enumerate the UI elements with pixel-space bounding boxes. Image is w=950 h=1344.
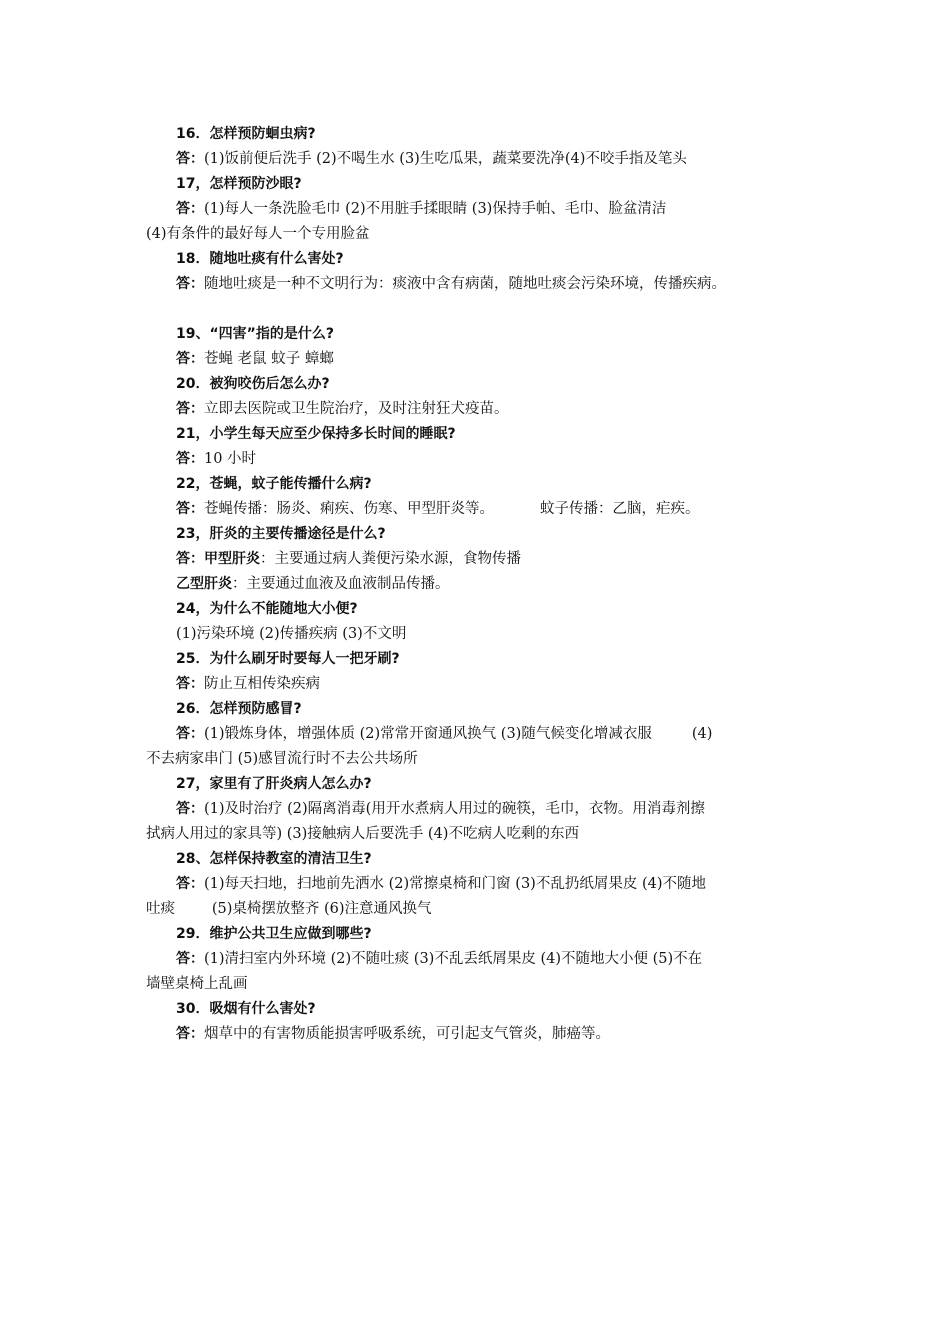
answer-label: 答： xyxy=(176,876,204,892)
question-17: 17，怎样预防沙眼? xyxy=(176,176,302,192)
question-18: 18．随地吐痰有什么害处? xyxy=(176,251,344,267)
answer-text: (1)清扫室内外环境 (2)不随吐痰 (3)不乱丢纸屑果皮 (4)不随地大小便 (5)不在 xyxy=(204,951,703,967)
answer-label: 答： xyxy=(176,151,204,167)
answer-26 xyxy=(146,722,810,747)
answer-text: 烟草中的有害物质能损害呼吸系统，可引起支气管炎，肺癌等。 xyxy=(204,1026,610,1042)
answer-24: (1)污染环境 (2)传播疾病 (3)不文明 xyxy=(176,626,407,642)
answer-29 xyxy=(146,947,810,972)
answer-label: 答： xyxy=(176,951,204,967)
answer-27-cont: 拭病人用过的家具等) (3)接触病人后要洗手 (4)不吃病人吃剩的东西 xyxy=(146,826,579,842)
question-23: 23，肝炎的主要传播途径是什么? xyxy=(176,526,386,542)
answer-text: (1)每人一条洗脸毛巾 (2)不用脏手揉眼睛 (3)保持手帕、毛巾、脸盆清洁 xyxy=(204,201,667,217)
question-21: 21，小学生每天应至少保持多长时间的睡眠? xyxy=(176,426,456,442)
answer-18 xyxy=(146,272,810,297)
answer-label: 答： xyxy=(176,351,204,367)
answer-label: 答：甲型肝炎 xyxy=(176,551,260,567)
answer-text: (1)饭前便后洗手 (2)不喝生水 (3)生吃瓜果，蔬菜要洗净(4)不咬手指及笔头 xyxy=(204,151,687,167)
question-30: 30．吸烟有什么害处? xyxy=(176,1001,316,1017)
answer-text: 10 小时 xyxy=(204,451,257,467)
answer-label: 乙型肝炎 xyxy=(176,576,232,592)
question-24: 24，为什么不能随地大小便? xyxy=(176,601,358,617)
answer-text: (1)每天扫地，扫地前先洒水 (2)常擦桌椅和门窗 (3)不乱扔纸屑果皮 (4)不随地 xyxy=(204,876,706,892)
answer-label: 答： xyxy=(176,401,204,417)
answer-text: 苍蝇传播：肠炎、痢疾、伤寒、甲型肝炎等。 xyxy=(204,501,494,517)
question-26: 26．怎样预防感冒? xyxy=(176,701,302,717)
answer-text: 随地吐痰是一种不文明行为：痰液中含有病菌，随地吐痰会污染环境，传播疾病。 xyxy=(204,276,726,292)
answer-label: 答： xyxy=(176,276,204,292)
answer-text-right: (4) xyxy=(691,726,713,742)
answer-label: 答： xyxy=(176,676,204,692)
qa-document xyxy=(146,122,810,1047)
answer-20 xyxy=(146,397,810,422)
answer-30 xyxy=(146,1022,810,1047)
answer-17-cont: (4)有条件的最好每人一个专用脸盆 xyxy=(146,226,370,242)
answer-text: 防止互相传染疾病 xyxy=(204,676,320,692)
answer-28 xyxy=(146,872,810,897)
answer-19 xyxy=(146,347,810,372)
answer-25 xyxy=(146,672,810,697)
answer-16 xyxy=(146,147,810,172)
answer-label: 答： xyxy=(176,801,204,817)
answer-21 xyxy=(146,447,810,472)
answer-text: ：主要通过血液及血液制品传播。 xyxy=(232,576,450,592)
question-22: 22，苍蝇，蚊子能传播什么病? xyxy=(176,476,372,492)
question-19: 19、“四害”指的是什么? xyxy=(176,326,335,342)
answer-17 xyxy=(146,197,810,222)
answer-23 xyxy=(146,547,810,572)
question-20: 20．被狗咬伤后怎么办? xyxy=(176,376,330,392)
question-27: 27，家里有了肝炎病人怎么办? xyxy=(176,776,372,792)
answer-29-cont: 墙壁桌椅上乱画 xyxy=(146,976,248,992)
answer-26-cont: 不去病家串门 (5)感冒流行时不去公共场所 xyxy=(146,751,418,767)
answer-text: (1)锻炼身体，增强体质 (2)常常开窗通风换气 (3)随气候变化增减衣服 xyxy=(204,726,652,742)
answer-label: 答： xyxy=(176,501,204,517)
answer-28-cont: 吐痰 (5)桌椅摆放整齐 (6)注意通风换气 xyxy=(146,901,432,917)
question-29: 29．维护公共卫生应做到哪些? xyxy=(176,926,372,942)
answer-27 xyxy=(146,797,810,822)
answer-text: 立即去医院或卫生院治疗，及时注射狂犬疫苗。 xyxy=(204,401,509,417)
answer-text: (1)及时治疗 (2)隔离消毒(用开水煮病人用过的碗筷，毛巾，衣物。用消毒剂擦 xyxy=(204,801,705,817)
question-25: 25．为什么刷牙时要每人一把牙刷? xyxy=(176,651,400,667)
question-28: 28、怎样保持教室的清洁卫生? xyxy=(176,851,372,867)
answer-text-right: 蚊子传播：乙脑，疟疾。 xyxy=(540,501,700,517)
answer-text: ：主要通过病人粪便污染水源，食物传播 xyxy=(260,551,521,567)
answer-label: 答： xyxy=(176,1026,204,1042)
answer-label: 答： xyxy=(176,726,204,742)
answer-label: 答： xyxy=(176,451,204,467)
answer-22 xyxy=(146,497,810,522)
answer-23-cont xyxy=(146,572,810,597)
answer-label: 答： xyxy=(176,201,204,217)
answer-text: 苍蝇 老鼠 蚊子 蟑螂 xyxy=(204,351,334,367)
question-16: 16．怎样预防蛔虫病? xyxy=(176,126,316,142)
